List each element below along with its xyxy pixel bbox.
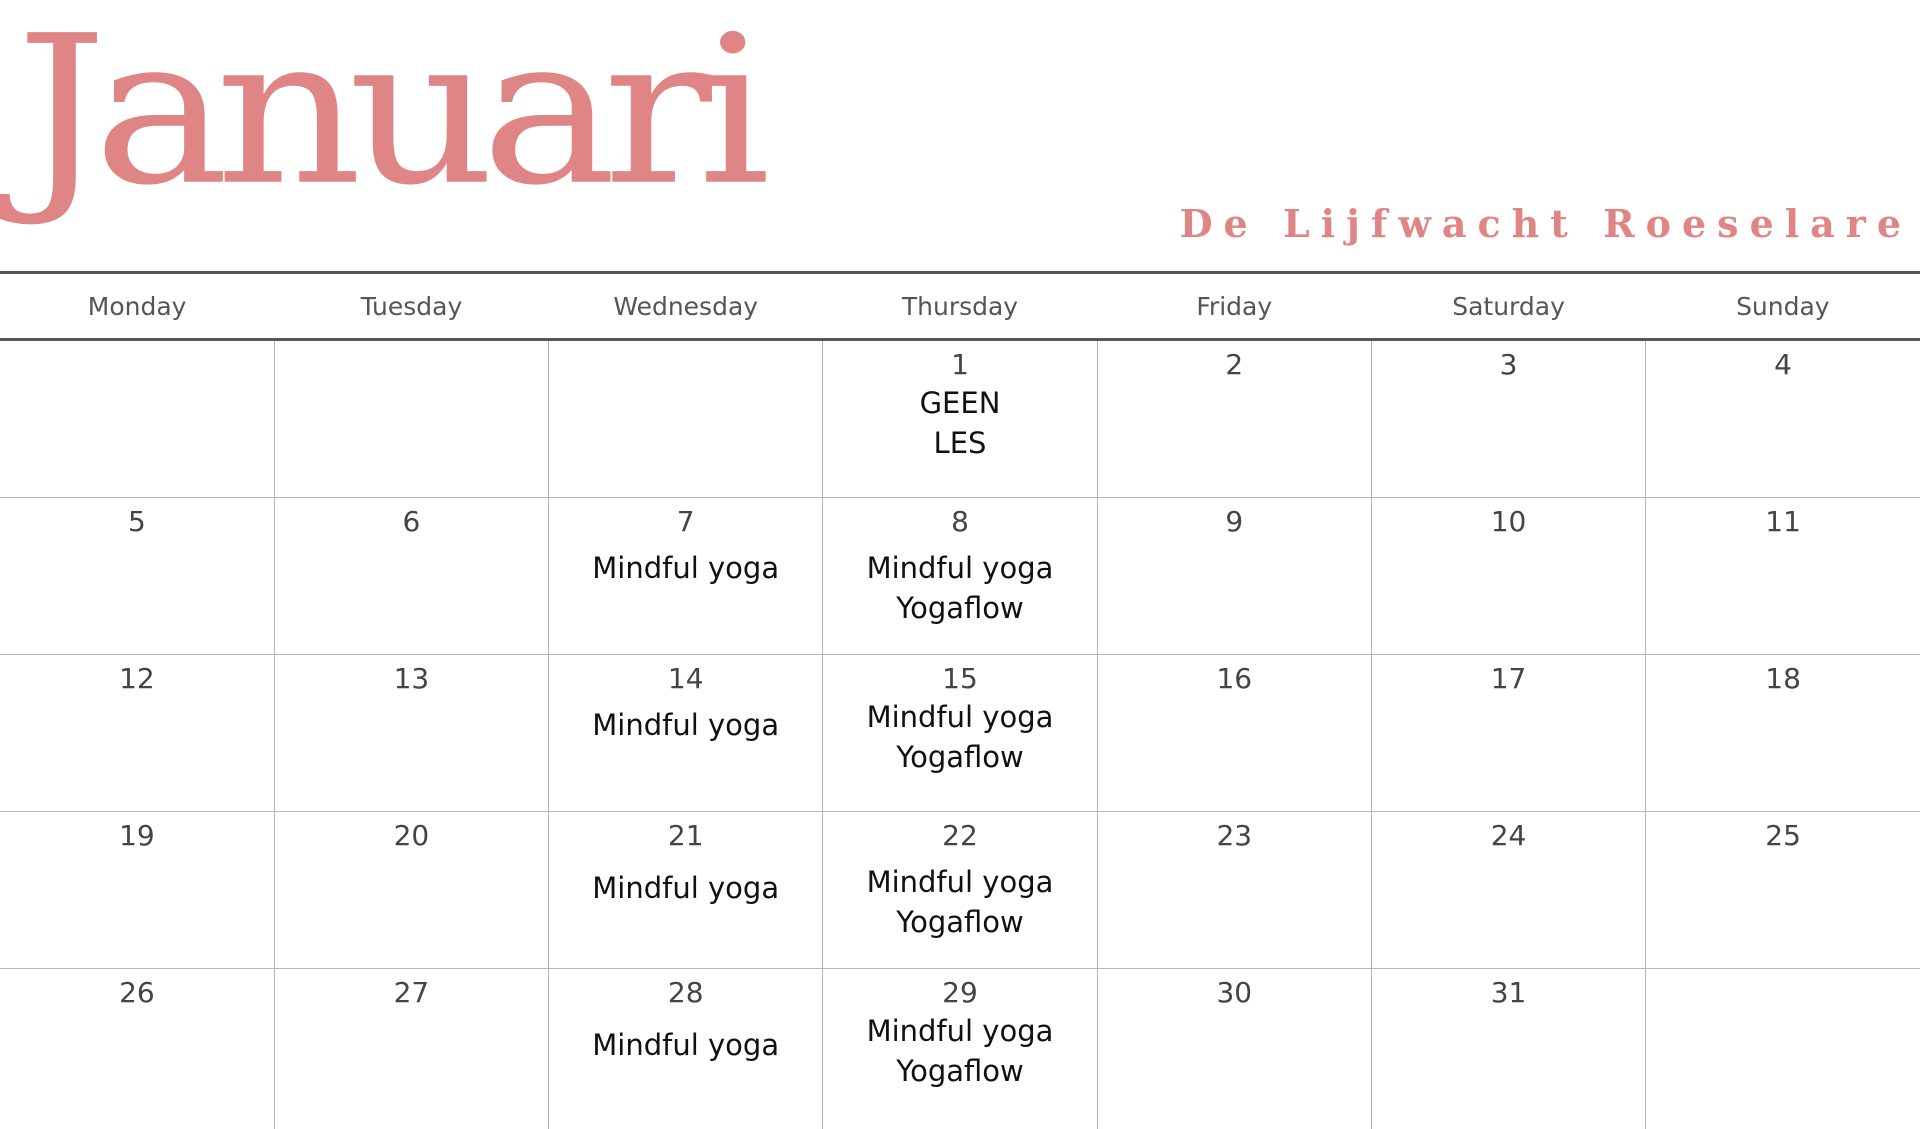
day-cell [823, 655, 1097, 812]
event-label: Mindful yoga [549, 868, 822, 908]
day-cell [0, 498, 274, 655]
event-list [549, 548, 822, 588]
day-cell [274, 812, 548, 969]
day-cell [0, 655, 274, 812]
day-number: 14 [549, 665, 822, 693]
day-number: 22 [823, 822, 1096, 850]
day-cell [549, 969, 823, 1129]
month-title: Januari [16, 8, 757, 213]
event-list [549, 1025, 822, 1065]
day-number: 31 [1372, 979, 1645, 1007]
weekday-header-row [0, 273, 1920, 340]
weekday-sunday: Sunday [1646, 273, 1920, 340]
day-number: 2 [1098, 351, 1371, 379]
day-number: 8 [823, 508, 1096, 536]
calendar-grid [0, 271, 1920, 1129]
day-cell-empty [549, 340, 823, 498]
event-label: Yogaflow [823, 1051, 1096, 1091]
day-cell [274, 655, 548, 812]
day-number: 4 [1646, 351, 1920, 379]
event-label: Mindful yoga [823, 1011, 1096, 1051]
day-number: 30 [1098, 979, 1371, 1007]
studio-name: De Lijfwacht Roeselare [1180, 205, 1912, 243]
day-cell [823, 812, 1097, 969]
day-cell [1097, 969, 1371, 1129]
day-number: 7 [549, 508, 822, 536]
week-row [0, 340, 1920, 498]
day-cell [1646, 655, 1920, 812]
week-row [0, 969, 1920, 1129]
event-list [823, 1011, 1096, 1091]
event-label: Mindful yoga [823, 862, 1096, 902]
day-cell [1371, 812, 1645, 969]
weekday-tuesday: Tuesday [274, 273, 548, 340]
day-number: 10 [1372, 508, 1645, 536]
day-number: 12 [0, 665, 274, 693]
day-number: 18 [1646, 665, 1920, 693]
day-number: 13 [275, 665, 548, 693]
day-cell [1646, 812, 1920, 969]
day-number: 3 [1372, 351, 1645, 379]
day-cell [0, 812, 274, 969]
day-cell [823, 340, 1097, 498]
day-number: 17 [1372, 665, 1645, 693]
event-list [823, 548, 1096, 628]
event-label: Yogaflow [823, 737, 1096, 777]
event-list [549, 705, 822, 745]
day-number: 26 [0, 979, 274, 1007]
day-number: 9 [1098, 508, 1371, 536]
day-number: 5 [0, 508, 274, 536]
day-number: 28 [549, 979, 822, 1007]
day-cell-empty [1646, 969, 1920, 1129]
event-label: LES [823, 423, 1096, 463]
day-number: 16 [1098, 665, 1371, 693]
event-label: Mindful yoga [549, 1025, 822, 1065]
day-number: 29 [823, 979, 1096, 1007]
event-label: Mindful yoga [549, 548, 822, 588]
event-label: Yogaflow [823, 902, 1096, 942]
day-number: 27 [275, 979, 548, 1007]
event-label: Mindful yoga [823, 697, 1096, 737]
day-number: 19 [0, 822, 274, 850]
event-list [823, 862, 1096, 942]
weekday-friday: Friday [1097, 273, 1371, 340]
weekday-monday: Monday [0, 273, 274, 340]
day-cell [549, 655, 823, 812]
day-cell [1371, 340, 1645, 498]
day-number: 20 [275, 822, 548, 850]
day-number: 11 [1646, 508, 1920, 536]
day-cell [0, 969, 274, 1129]
day-cell [1371, 969, 1645, 1129]
event-label: GEEN [823, 383, 1096, 423]
day-cell [274, 969, 548, 1129]
weekday-saturday: Saturday [1371, 273, 1645, 340]
event-label: Mindful yoga [823, 548, 1096, 588]
day-number: 24 [1372, 822, 1645, 850]
weekday-wednesday: Wednesday [549, 273, 823, 340]
day-cell [1097, 340, 1371, 498]
day-cell-empty [274, 340, 548, 498]
day-cell [1371, 498, 1645, 655]
day-number: 15 [823, 665, 1096, 693]
day-cell [1371, 655, 1645, 812]
event-label: Mindful yoga [549, 705, 822, 745]
day-number: 23 [1098, 822, 1371, 850]
event-list [823, 697, 1096, 777]
weekday-thursday: Thursday [823, 273, 1097, 340]
event-list [549, 868, 822, 908]
week-row [0, 655, 1920, 812]
day-cell-empty [0, 340, 274, 498]
day-cell [823, 498, 1097, 655]
day-number: 6 [275, 508, 548, 536]
week-row [0, 498, 1920, 655]
event-list [823, 383, 1096, 463]
event-label: Yogaflow [823, 588, 1096, 628]
day-cell [274, 498, 548, 655]
day-cell [549, 812, 823, 969]
day-cell [1097, 498, 1371, 655]
day-cell [1097, 812, 1371, 969]
week-row [0, 812, 1920, 969]
day-cell [1646, 340, 1920, 498]
day-cell [1646, 498, 1920, 655]
day-number: 21 [549, 822, 822, 850]
day-number: 25 [1646, 822, 1920, 850]
day-cell [549, 498, 823, 655]
day-cell [1097, 655, 1371, 812]
day-cell [823, 969, 1097, 1129]
day-number: 1 [823, 351, 1096, 379]
